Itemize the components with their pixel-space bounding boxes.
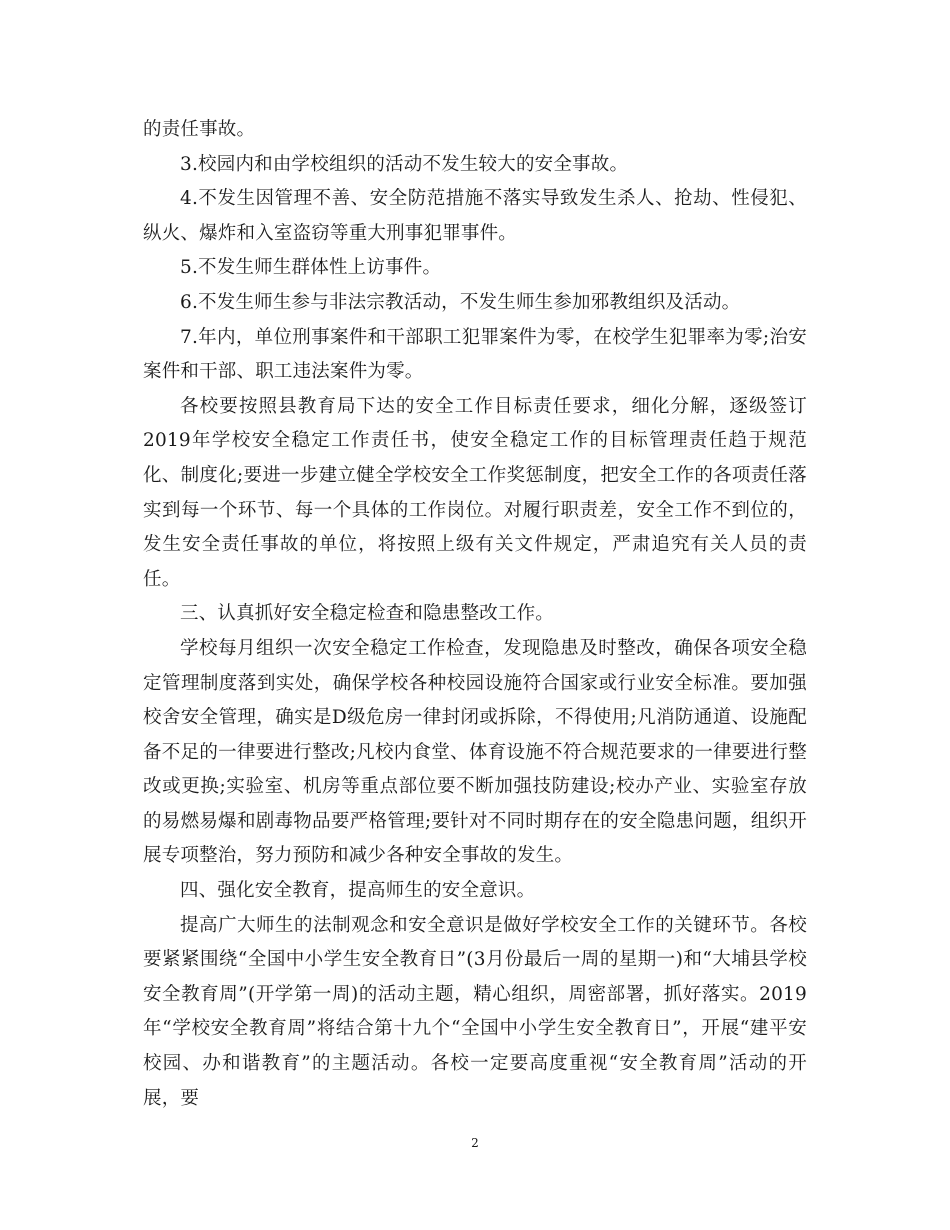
paragraph-item-4: 4.不发生因管理不善、安全防范措施不落实导致发生杀人、抢劫、性侵犯、纵火、爆炸和入室盗窃等重大刑事犯罪事件。 <box>143 188 807 244</box>
section-heading-3: 三、认真抓好安全稳定检查和隐患整改工作。 <box>180 603 555 625</box>
page-number: 2 <box>471 1136 479 1150</box>
paragraph-education: 提高广大师生的法制观念和安全意识是做好学校安全工作的关键环节。各校要紧紧围绕“全国中小学生安全教育日”(3月份最后一周的星期一)和“大埔县学校安全教育周”(开学第一周)的活动主题，精心组织，周密部署，抓好落实。2019年“学校安全教育周”将结合第十九个“全国中小学生安全教育日”，开展“建平安校园、办和谐教育”的主题活动。各校一定要高度重视“安全教育周”活动的开展，要 <box>143 914 807 1109</box>
paragraph-responsibility: 各校要按照县教育局下达的安全工作目标责任要求，细化分解，逐级签订2019年学校安全稳定工作责任书，使安全稳定工作的目标管理责任趋于规范化、制度化;要进一步建立健全学校安全工作奖惩制度，把安全工作的各项责任落实到每一个环节、每一个具体的工作岗位。对履行职责差，安全工作不到位的，发生安全责任事故的单位，将按照上级有关文件规定，严肃追究有关人员的责任。 <box>143 395 807 590</box>
paragraph-item-7: 7.年内，单位刑事案件和干部职工犯罪案件为零，在校学生犯罪率为零;治安案件和干部、职工违法案件为零。 <box>143 326 807 383</box>
paragraph-item-3: 3.校园内和由学校组织的活动不发生较大的安全事故。 <box>180 153 629 175</box>
paragraph-item-6: 6.不发生师生参与非法宗教活动，不发生师生参加邪教组织及活动。 <box>180 291 741 313</box>
paragraph-continuation: 的责任事故。 <box>143 119 256 140</box>
section-heading-4: 四、强化安全教育，提高师生的安全意识。 <box>180 880 536 902</box>
document-body <box>143 113 807 1116</box>
paragraph-inspection: 学校每月组织一次安全稳定工作检查，发现隐患及时整改，确保各项安全稳定管理制度落到实处，确保学校各种校园设施符合国家或行业安全标准。要加强校舍安全管理，确实是D级危房一律封闭或拆除，不得使用;凡消防通道、设施配备不足的一律要进行整改;凡校内食堂、体育设施不符合规范要求的一律要进行整改或更换;实验室、机房等重点部位要不断加强技防建设;校办产业、实验室存放的易燃易爆和剧毒物品要严格管理;要针对不同时期存在的安全隐患问题，组织开展专项整治，努力预防和减少各种安全事故的发生。 <box>143 637 807 867</box>
paragraph-item-5: 5.不发生师生群体性上访事件。 <box>180 257 442 279</box>
